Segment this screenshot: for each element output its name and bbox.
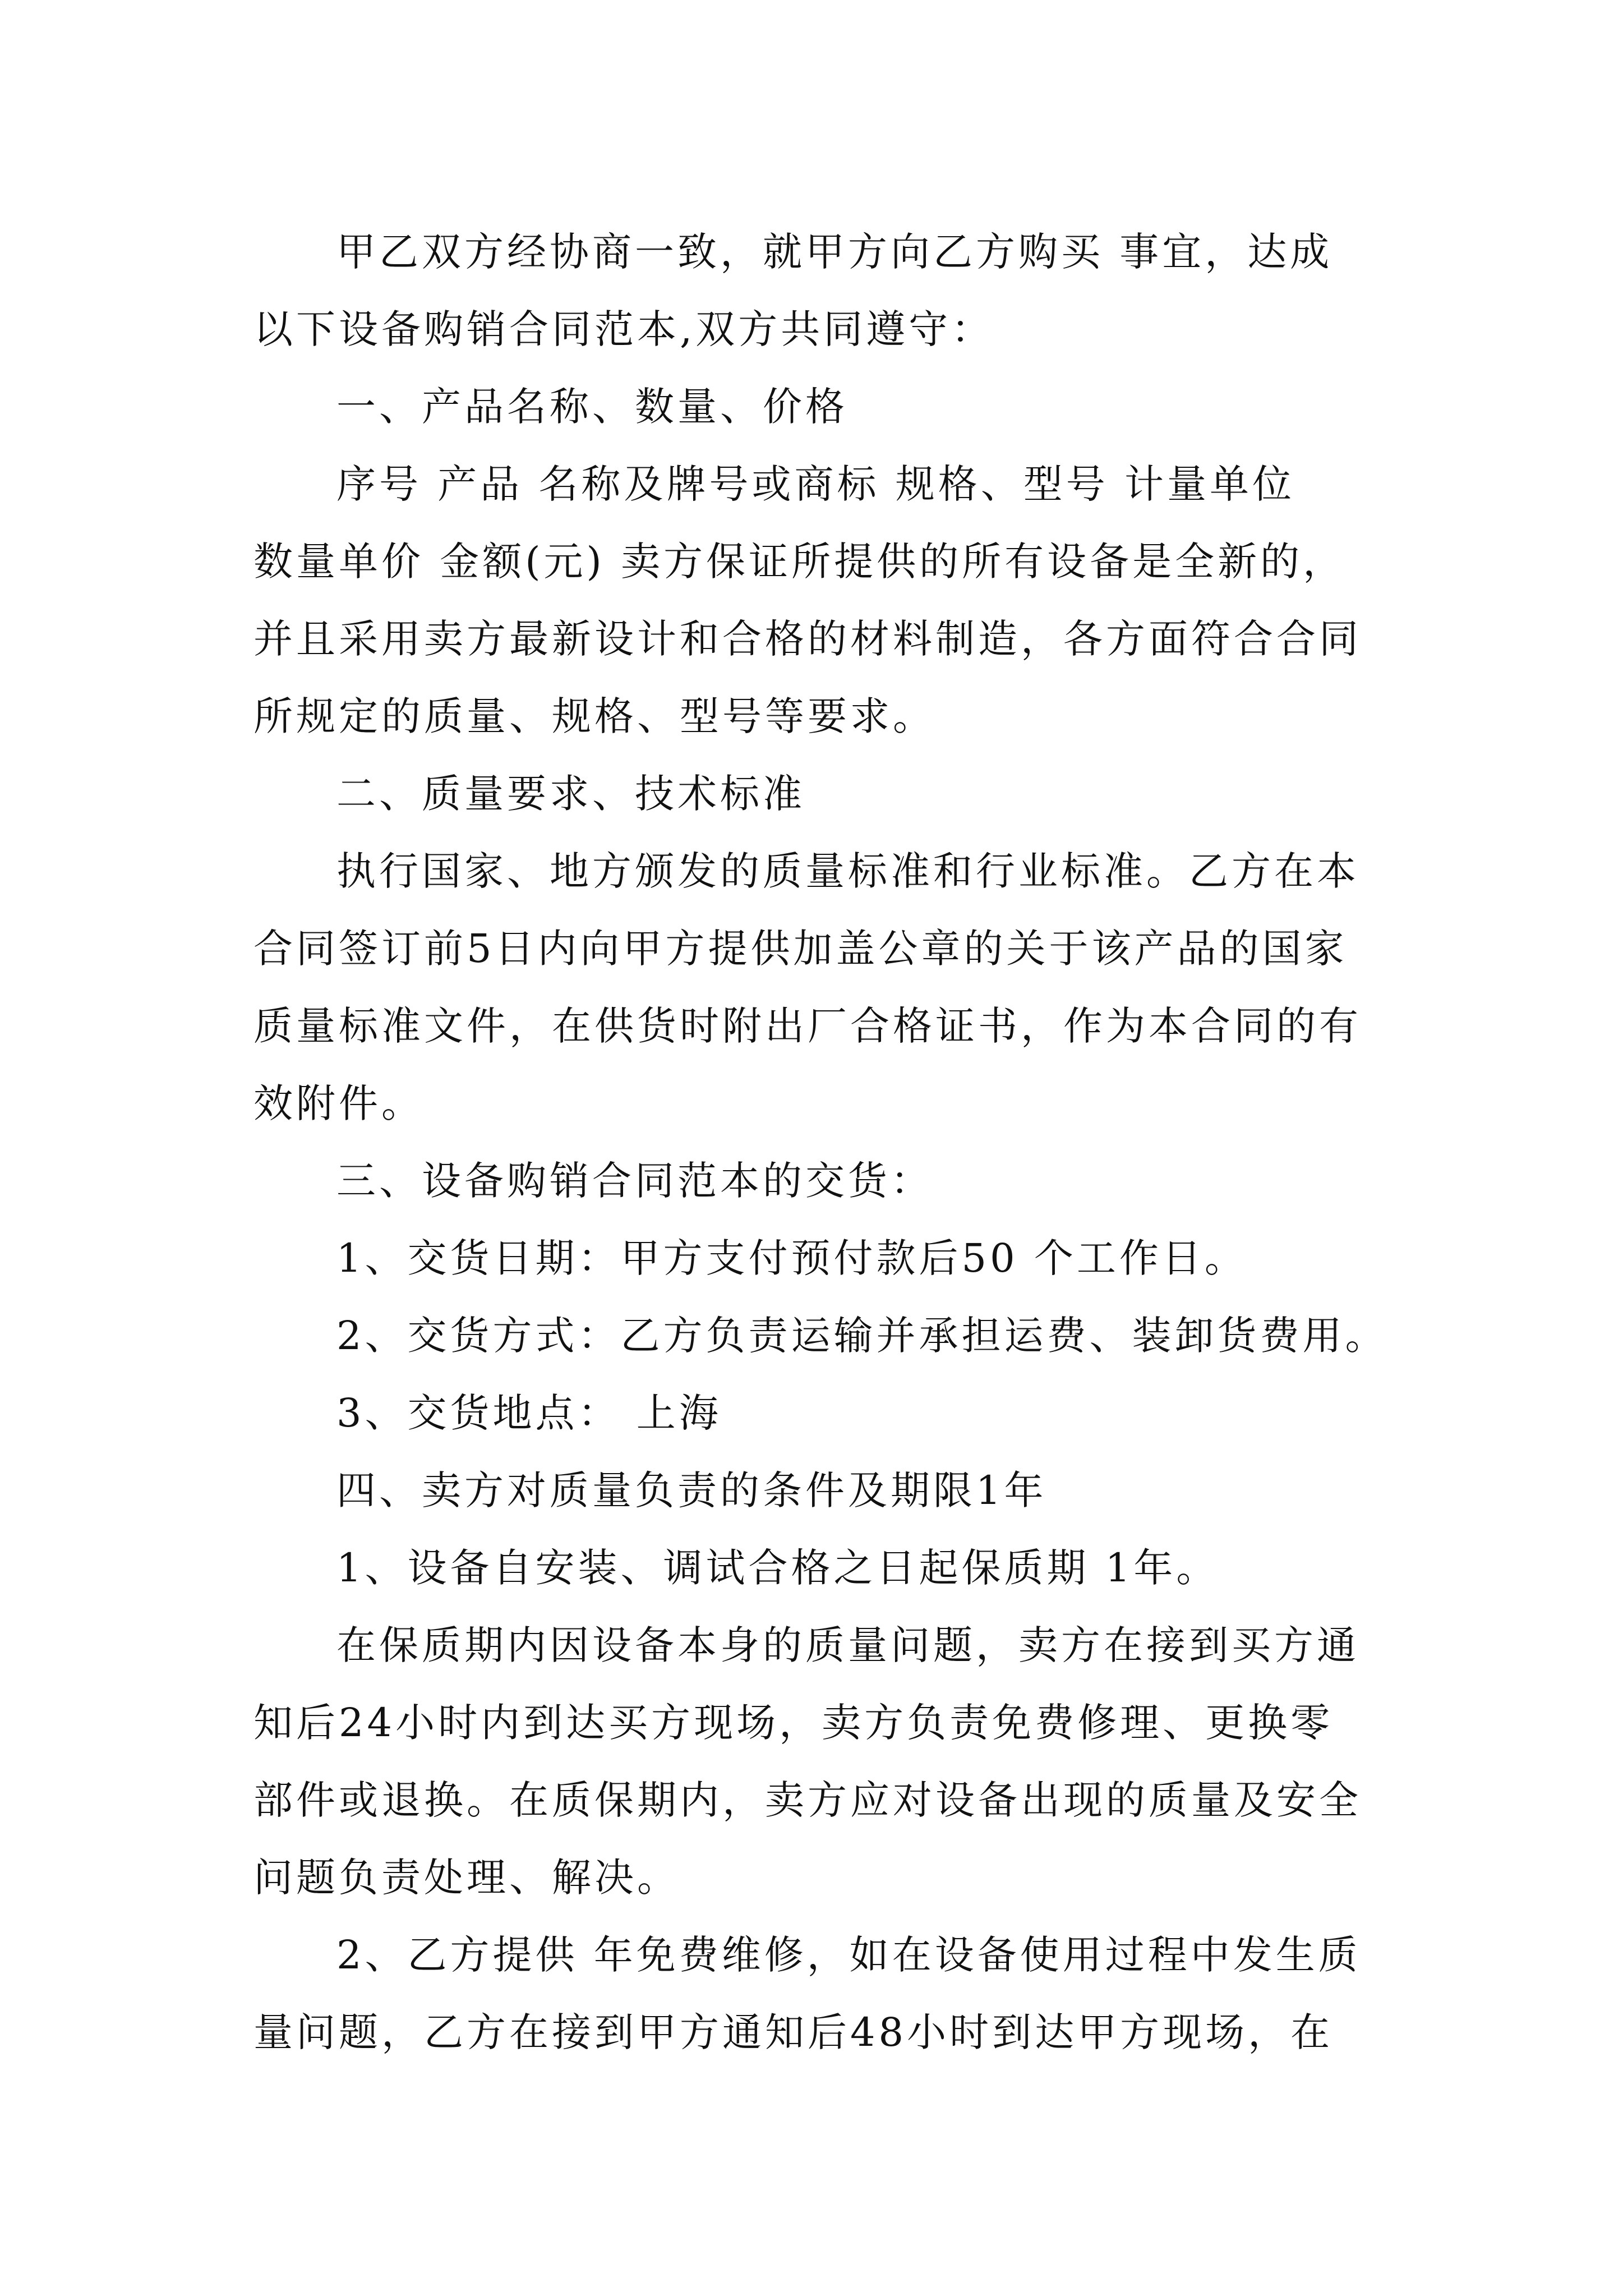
list-item: 1、交货日期：甲方支付预付款后50 个工作日。 xyxy=(336,1235,1247,1281)
list-item: 3、交货地点： 上海 xyxy=(336,1390,722,1436)
paragraph-line: 执行国家、地方颁发的质量标准和行业标准。乙方在本 xyxy=(336,848,1359,894)
list-item: 2、乙方提供 年免费维修，如在设备使用过程中发生质 xyxy=(336,1932,1361,1978)
paragraph-line: 合同签订前5日内向甲方提供加盖公章的关于该产品的国家 xyxy=(253,926,1348,972)
paragraph-line: 序号 产品 名称及牌号或商标 规格、型号 计量单位 xyxy=(336,461,1295,507)
document-body xyxy=(253,213,1392,2071)
paragraph-line: 甲乙双方经协商一致，就甲方向乙方购买 事宜，达成 xyxy=(336,229,1333,275)
paragraph-line: 在保质期内因设备本身的质量问题，卖方在接到买方通 xyxy=(336,1622,1359,1668)
paragraph-line: 量问题，乙方在接到甲方通知后48小时到达甲方现场，在 xyxy=(253,2009,1334,2055)
section-heading: 二、质量要求、技术标准 xyxy=(336,771,805,817)
paragraph-line: 质量标准文件，在供货时附出厂合格证书，作为本合同的有 xyxy=(253,1003,1362,1049)
paragraph-line: 数量单价 金额(元) 卖方保证所提供的所有设备是全新的， xyxy=(253,539,1346,585)
paragraph-line: 以下设备购销合同范本,双方共同遵守： xyxy=(253,306,994,352)
paragraph-line: 部件或退换。在质保期内，卖方应对设备出现的质量及安全 xyxy=(253,1777,1362,1823)
paragraph-line: 效附件。 xyxy=(253,1080,424,1126)
paragraph-line: 并且采用卖方最新设计和合格的材料制造，各方面符合合同 xyxy=(253,616,1362,662)
paragraph-line: 问题负责处理、解决。 xyxy=(253,1855,680,1901)
list-item: 1、设备自安装、调试合格之日起保质期 1年。 xyxy=(336,1545,1219,1591)
section-heading: 一、产品名称、数量、价格 xyxy=(336,384,848,430)
list-item: 2、交货方式：乙方负责运输并承担运费、装卸货费用。 xyxy=(336,1313,1388,1359)
section-heading: 四、卖方对质量负责的条件及期限1年 xyxy=(336,1467,1047,1513)
paragraph-line: 所规定的质量、规格、型号等要求。 xyxy=(253,693,935,739)
section-heading: 三、设备购销合同范本的交货： xyxy=(336,1158,933,1204)
paragraph-line: 知后24小时内到达买方现场，卖方负责免费修理、更换零 xyxy=(253,1700,1334,1746)
